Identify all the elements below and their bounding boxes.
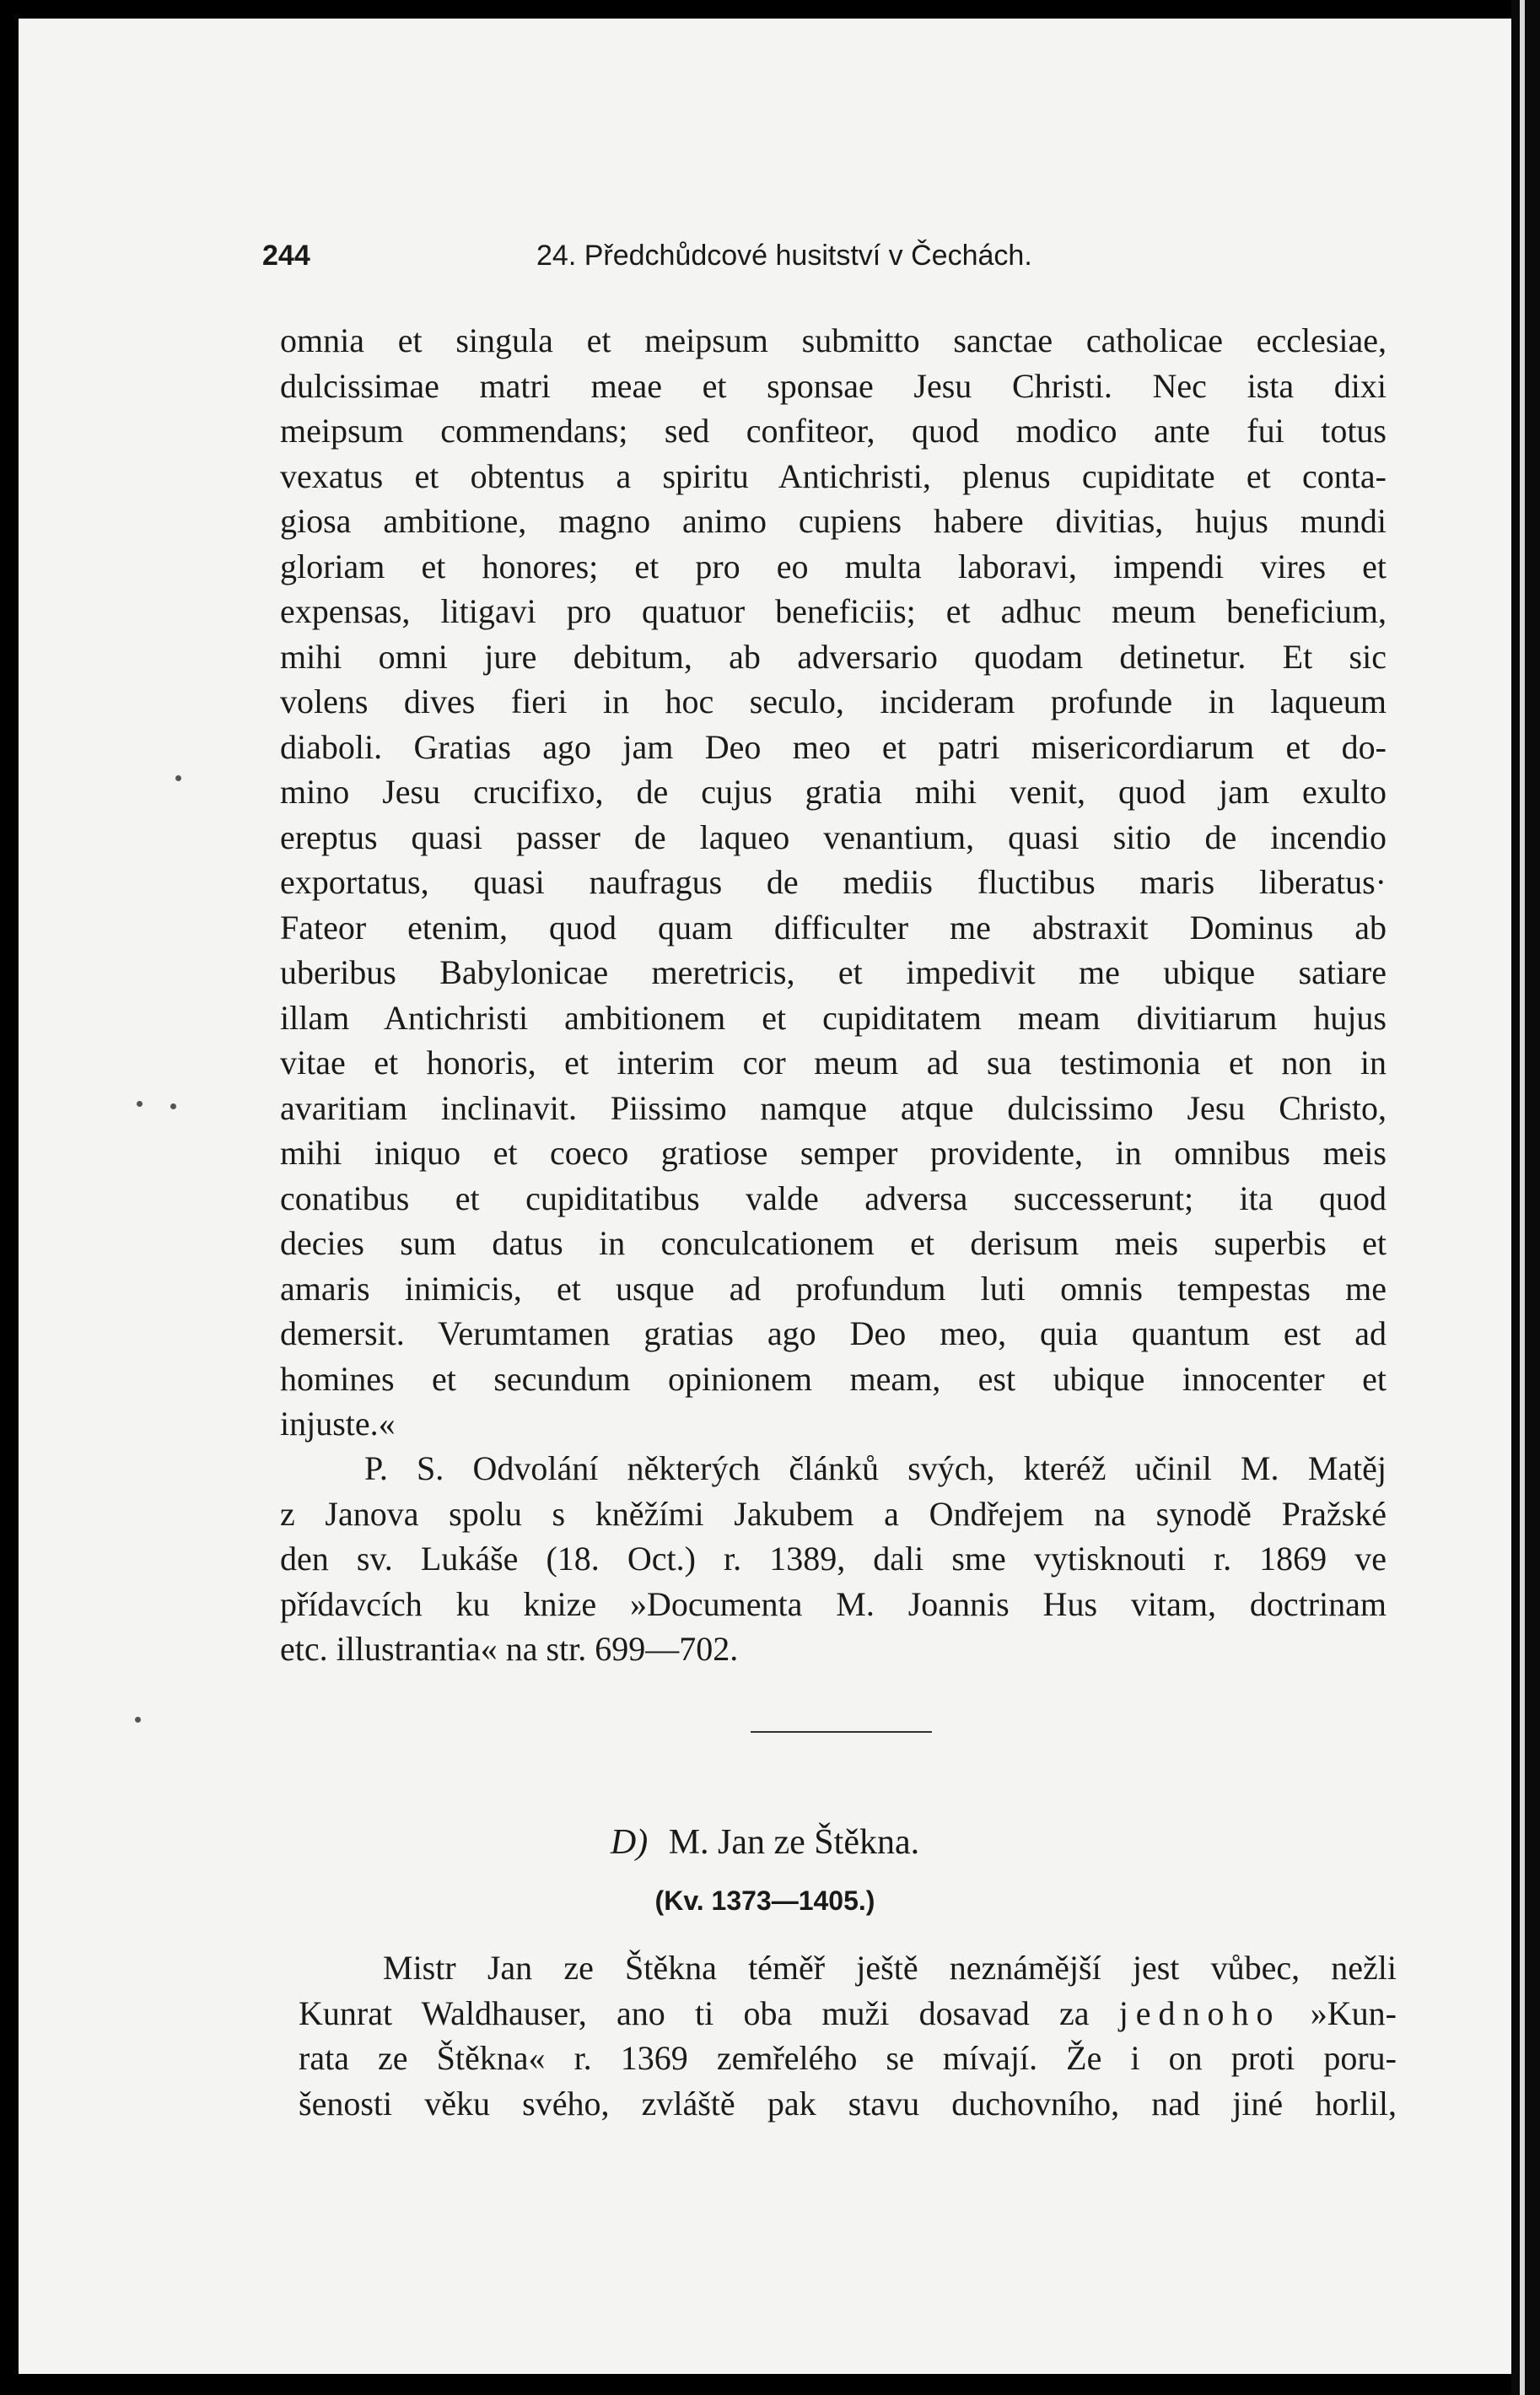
section-title: M. Jan ze Štěkna.: [668, 1823, 920, 1862]
section-heading: [19, 1822, 1511, 1863]
margin-speck: [170, 1103, 176, 1109]
text-line: P. S. Odvolání některých článků svých, kteréž učinil M. Matěj: [364, 1449, 1387, 1487]
text-line: volens dives fieri in hoc seculo, incideram profunde in laqueum: [280, 682, 1387, 720]
text-line: exportatus, quasi naufragus de mediis fluctibus maris liberatus·: [280, 863, 1387, 901]
postscript: [280, 1446, 1387, 1672]
text-line: Fateor etenim, quod quam difficulter me abstraxit Dominus ab: [280, 908, 1387, 947]
text-line: den sv. Lukáše (18. Oct.) r. 1389, dali sme vytisknouti r. 1869 ve: [280, 1540, 1387, 1578]
text-line: uberibus Babylonicae meretricis, et impedivit me ubique satiare: [280, 953, 1387, 991]
text-line: illam Antichristi ambitionem et cupiditatem meam divitiarum hujus: [280, 998, 1387, 1037]
text-line: ereptus quasi passer de laqueo venantium, quasi sitio de incendio: [280, 817, 1387, 856]
text-line: Mistr Jan ze Štěkna téměř ještě neznámější jest vůbec, nežli: [383, 1949, 1397, 1987]
text-line: dulcissimae matri meae et sponsae Jesu Christi. Nec ista dixi: [280, 366, 1387, 405]
running-head: 24. Předchůdcové husitství v Čechách.: [536, 240, 1032, 272]
text-segment: »Kun-: [1310, 1993, 1397, 2032]
margin-speck: [175, 775, 181, 781]
margin-speck: [137, 1101, 143, 1107]
text-line: amaris inimicis, et usque ad profundum luti omnis tempestas me: [280, 1269, 1387, 1308]
text-line: gloriam et honores; et pro eo multa laboravi, impendi vires et: [280, 547, 1387, 585]
latin-quote: [280, 318, 1387, 1447]
book-page: [19, 19, 1511, 2374]
text-line: omnia et singula et meipsum submitto sanctae catholicae ecclesiae,: [280, 321, 1387, 359]
text-line: přídavcích ku knize »Documenta M. Joannis Hus vitam, doctrinam: [280, 1584, 1387, 1623]
text-line: expensas, litigavi pro quatuor beneficiis; et adhuc meum beneficium,: [280, 592, 1387, 630]
text-line: mihi iniquo et coeco gratiose semper providente, in omnibus meis: [280, 1134, 1387, 1172]
section-dates: (Kv. 1373—1405.): [654, 1885, 875, 1916]
text-line: [299, 1991, 1397, 2036]
text-line: mino Jesu crucifixo, de cujus gratia mihi venit, quod jam exulto: [280, 773, 1387, 811]
closing-paragraph: [299, 1945, 1397, 2126]
text-line: meipsum commendans; sed confiteor, quod modico ante fui totus: [280, 412, 1387, 450]
page-number: 244: [262, 240, 310, 272]
text-line: rata ze Štěkna« r. 1369 zemřelého se mívají. Že i on proti poru-: [299, 2039, 1397, 2077]
text-segment: Kunrat Waldhauser, ano ti oba muži dosavad za: [299, 1993, 1090, 2032]
text-line: šenosti věku svého, zvláště pak stavu duchovního, nad jiné horlil,: [299, 2084, 1397, 2123]
text-line: decies sum datus in conculcationem et derisum meis superbis et: [280, 1224, 1387, 1262]
text-line: z Janova spolu s kněžími Jakubem a Ondřejem na synodě Pražské: [280, 1494, 1387, 1533]
text-line: vexatus et obtentus a spiritu Antichristi, plenus cupiditate et conta-: [280, 456, 1387, 495]
scan-edge: [1511, 0, 1540, 2395]
section-divider: [751, 1731, 932, 1733]
text-line: demersit. Verumtamen gratias ago Deo meo, quia quantum est ad: [280, 1314, 1387, 1352]
text-line: vitae et honoris, et interim cor meum ad sua testimonia et non in: [280, 1044, 1387, 1082]
text-line: diaboli. Gratias ago jam Deo meo et patri misericordiarum et do-: [280, 727, 1387, 766]
text-line: etc. illustrantia« na str. 699—702.: [280, 1630, 739, 1668]
text-line: mihi omni jure debitum, ab adversario quodam detinetur. Et sic: [280, 637, 1387, 676]
spaced-emphasis: jednoho: [1118, 1993, 1281, 2032]
margin-speck: [135, 1717, 141, 1723]
section-label: D): [610, 1823, 649, 1862]
text-line: giosa ambitione, magno animo cupiens habere divitias, hujus mundi: [280, 502, 1387, 540]
text-line: homines et secundum opinionem meam, est ubique innocenter et: [280, 1359, 1387, 1398]
text-line: avaritiam inclinavit. Piissimo namque atque dulcissimo Jesu Christo,: [280, 1088, 1387, 1127]
text-line: conatibus et cupiditatibus valde adversa successerunt; ita quod: [280, 1179, 1387, 1217]
text-line: injuste.«: [280, 1405, 396, 1443]
